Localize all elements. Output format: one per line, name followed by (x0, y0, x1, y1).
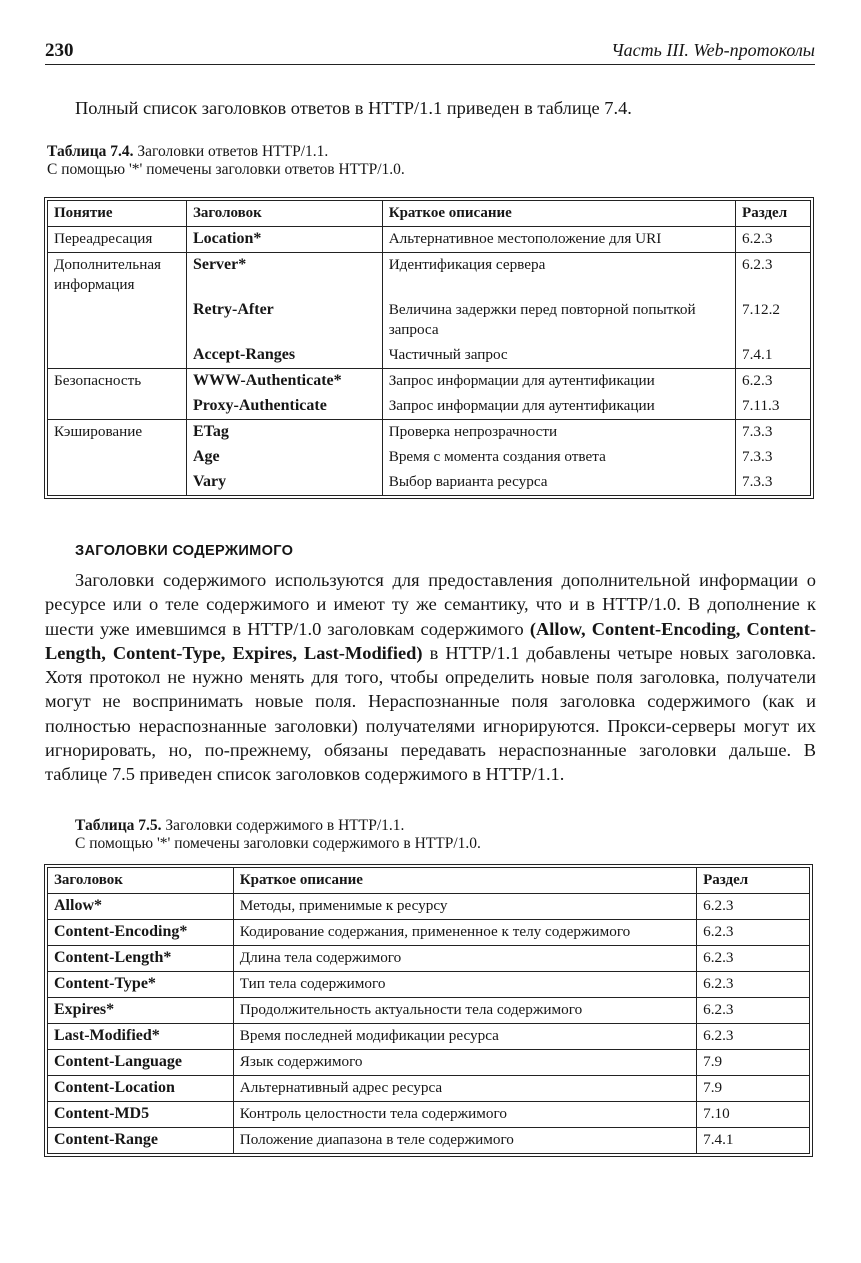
table-row (48, 227, 811, 253)
description-cell: Запрос информации для аутентификации (382, 369, 735, 395)
table-row (48, 1128, 810, 1154)
description-cell: Положение диапазона в теле содержимого (233, 1128, 696, 1154)
table-7-5-header-row (48, 868, 810, 894)
concept-cell: Кэширование (48, 420, 187, 446)
paragraph-text: Заголовки содержимого используются для предоставления дополнительной информации о ресурсе или о теле содержимого и имеют ту же семантику, что и в HTTP/1.0. В дополнение к шести уже имевшимся в HTTP/1.0 заголовкам содержимого (45, 570, 816, 639)
section-cell: 7.10 (697, 1102, 810, 1128)
column-header: Раздел (697, 868, 810, 894)
description-cell: Язык содержимого (233, 1050, 696, 1076)
header-name-cell: Content-Language (48, 1050, 234, 1076)
table-7-5-caption-label: Таблица 7.5. (75, 817, 162, 834)
header-name-cell: Content-Encoding* (48, 920, 234, 946)
concept-cell-empty (48, 298, 187, 343)
table-row (48, 253, 811, 299)
table-7-4-caption (47, 143, 405, 178)
column-header: Раздел (736, 201, 811, 227)
page-header (45, 40, 815, 64)
table-row (48, 369, 811, 395)
table-row (48, 1102, 810, 1128)
section-cell: 7.9 (697, 1050, 810, 1076)
header-name-cell: Allow* (48, 894, 234, 920)
table-row (48, 420, 811, 446)
table-row (48, 920, 810, 946)
description-cell: Идентификация сервера (382, 253, 735, 299)
table-row (48, 1076, 810, 1102)
table-row (48, 1050, 810, 1076)
table-7-4-caption-title: Заголовки ответов HTTP/1.1. (137, 143, 329, 160)
concept-cell: Переадресация (48, 227, 187, 253)
paragraph-bold-list: (Allow, Content-Encoding, Content-Length, Content-Type, Expires, Last-Modified) (45, 618, 816, 663)
header-name-cell: Expires* (48, 998, 234, 1024)
header-name-cell: Accept-Ranges (186, 343, 382, 369)
header-rule (45, 64, 815, 65)
table-7-5-caption (75, 817, 481, 852)
header-name-cell: Proxy-Authenticate (186, 394, 382, 420)
description-cell: Тип тела содержимого (233, 972, 696, 998)
column-header: Краткое описание (233, 868, 696, 894)
paragraph-text: в HTTP/1.1 добавлены четыре новых заголовка. Хотя протокол не нужно менять для того, чтобы определить новые поля заголовка, получатели могут не воспринимать новые поля. Нераспознанные поля заголовка содержимого (как и полностью нераспознанные заголовки) получателями игнорируются. Прокси-серверы могут их игнорировать, но, по-прежнему, обязаны передавать нераспознанные заголовки дальше. В таблице 7.5 приведен список заголовков содержимого в HTTP/1.1. (45, 642, 816, 785)
section-cell: 6.2.3 (736, 253, 811, 299)
table-row (48, 972, 810, 998)
table-7-4-header-row (48, 201, 811, 227)
description-cell: Альтернативное местоположение для URI (382, 227, 735, 253)
section-cell: 6.2.3 (736, 227, 811, 253)
concept-cell: Дополнительная информация (48, 253, 187, 299)
header-name-cell: Content-MD5 (48, 1102, 234, 1128)
description-cell: Длина тела содержимого (233, 946, 696, 972)
header-name-cell: Retry-After (186, 298, 382, 343)
description-cell: Величина задержки перед повторной попыткой запроса (382, 298, 735, 343)
description-cell: Кодирование содержания, примененное к телу содержимого (233, 920, 696, 946)
header-name-cell: Vary (186, 470, 382, 496)
header-name-cell: ETag (186, 420, 382, 446)
table-row (48, 394, 811, 420)
table-row (48, 343, 811, 369)
intro-paragraph: Полный список заголовков ответов в HTTP/1.1 приведен в таблице 7.4. (75, 98, 632, 118)
description-cell: Частичный запрос (382, 343, 735, 369)
description-cell: Продолжительность актуальности тела содержимого (233, 998, 696, 1024)
page-number: 230 (45, 40, 74, 61)
table-7-5 (47, 867, 810, 1154)
section-cell: 6.2.3 (697, 920, 810, 946)
description-cell: Время с момента создания ответа (382, 445, 735, 470)
section-cell: 6.2.3 (697, 946, 810, 972)
column-header: Понятие (48, 201, 187, 227)
table-row (48, 946, 810, 972)
table-row (48, 1024, 810, 1050)
table-7-4 (47, 200, 811, 496)
description-cell: Запрос информации для аутентификации (382, 394, 735, 420)
section-cell: 7.3.3 (736, 470, 811, 496)
section-cell: 6.2.3 (736, 369, 811, 395)
concept-cell-empty (48, 470, 187, 496)
table-7-5-caption-title: Заголовки содержимого в HTTP/1.1. (165, 817, 405, 834)
table-7-5-caption-note: С помощью '*' помечены заголовки содержимого в HTTP/1.0. (75, 834, 481, 852)
header-name-cell: Server* (186, 253, 382, 299)
header-name-cell: Last-Modified* (48, 1024, 234, 1050)
table-row (48, 445, 811, 470)
description-cell: Контроль целостности тела содержимого (233, 1102, 696, 1128)
content-headers-paragraph (45, 568, 816, 787)
concept-cell: Безопасность (48, 369, 187, 395)
concept-cell-empty (48, 445, 187, 470)
section-cell: 7.4.1 (736, 343, 811, 369)
header-name-cell: Content-Range (48, 1128, 234, 1154)
column-header: Заголовок (186, 201, 382, 227)
header-name-cell: Content-Location (48, 1076, 234, 1102)
section-cell: 7.9 (697, 1076, 810, 1102)
table-row (48, 998, 810, 1024)
section-cell: 7.11.3 (736, 394, 811, 420)
description-cell: Проверка непрозрачности (382, 420, 735, 446)
section-cell: 7.3.3 (736, 420, 811, 446)
header-name-cell: WWW-Authenticate* (186, 369, 382, 395)
description-cell: Время последней модификации ресурса (233, 1024, 696, 1050)
section-cell: 6.2.3 (697, 972, 810, 998)
description-cell: Выбор варианта ресурса (382, 470, 735, 496)
table-row (48, 894, 810, 920)
column-header: Краткое описание (382, 201, 735, 227)
header-name-cell: Age (186, 445, 382, 470)
running-title: Часть III. Web-протоколы (611, 40, 815, 60)
header-name-cell: Content-Length* (48, 946, 234, 972)
section-cell: 7.12.2 (736, 298, 811, 343)
description-cell: Альтернативный адрес ресурса (233, 1076, 696, 1102)
header-name-cell: Content-Type* (48, 972, 234, 998)
header-name-cell: Location* (186, 227, 382, 253)
concept-cell-empty (48, 343, 187, 369)
section-cell: 7.3.3 (736, 445, 811, 470)
section-heading: ЗАГОЛОВКИ СОДЕРЖИМОГО (75, 543, 294, 559)
section-cell: 6.2.3 (697, 1024, 810, 1050)
section-cell: 6.2.3 (697, 998, 810, 1024)
table-7-4-caption-label: Таблица 7.4. (47, 143, 134, 160)
concept-cell-empty (48, 394, 187, 420)
section-cell: 7.4.1 (697, 1128, 810, 1154)
column-header: Заголовок (48, 868, 234, 894)
table-row (48, 470, 811, 496)
table-7-4-caption-note: С помощью '*' помечены заголовки ответов HTTP/1.0. (47, 160, 405, 178)
description-cell: Методы, применимые к ресурсу (233, 894, 696, 920)
table-row (48, 298, 811, 343)
section-cell: 6.2.3 (697, 894, 810, 920)
